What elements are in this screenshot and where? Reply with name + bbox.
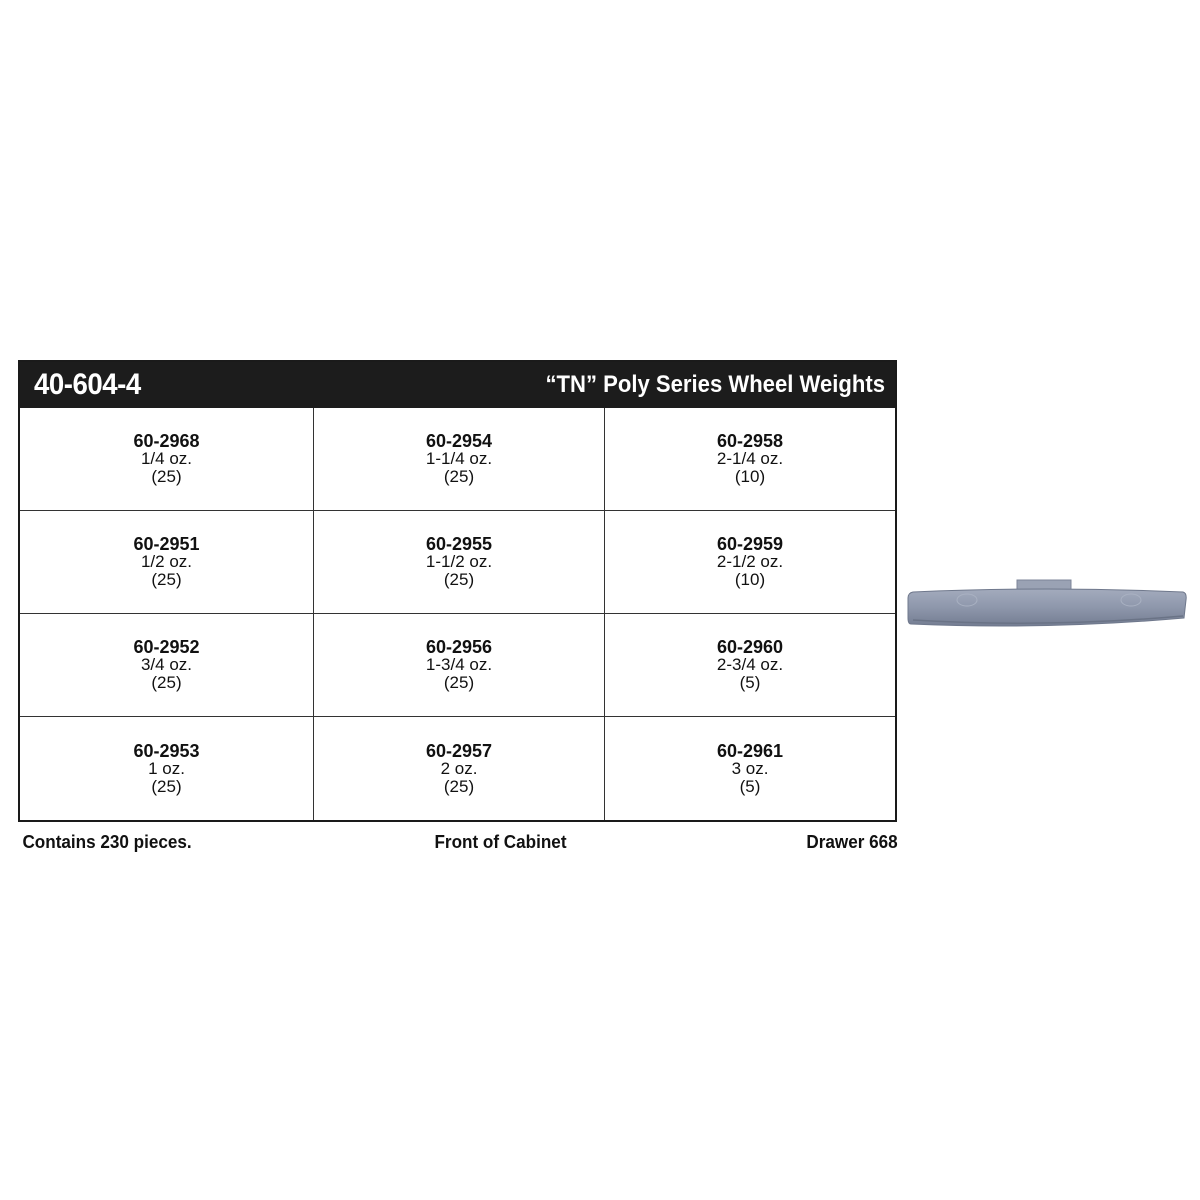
part-size: 1-1/2 oz. xyxy=(425,552,493,571)
piece-count: Contains 230 pieces. xyxy=(22,831,192,852)
label-footer xyxy=(18,830,900,854)
part-quantity: (10) xyxy=(734,570,766,589)
part-cell xyxy=(605,717,895,820)
part-cell xyxy=(314,408,605,511)
part-quantity: (25) xyxy=(151,776,182,796)
part-number: 60-2961 xyxy=(716,740,784,761)
part-size: 1/2 oz. xyxy=(140,552,193,571)
parts-grid xyxy=(20,408,895,820)
part-number: 60-2952 xyxy=(133,637,200,657)
part-quantity: (25) xyxy=(151,467,182,486)
part-quantity: (25) xyxy=(443,673,475,692)
part-number: 60-2968 xyxy=(133,431,200,451)
part-size: 2 oz. xyxy=(440,758,478,778)
part-size: 1/4 oz. xyxy=(140,449,193,468)
kit-title: “TN” Poly Series Wheel Weights xyxy=(545,371,885,398)
part-cell xyxy=(314,614,605,717)
part-size: 1-3/4 oz. xyxy=(425,655,493,674)
part-number: 60-2958 xyxy=(716,431,784,451)
part-cell xyxy=(20,511,314,614)
part-cell xyxy=(605,408,895,511)
part-size: 1 oz. xyxy=(148,758,185,778)
part-cell xyxy=(314,511,605,614)
part-cell xyxy=(20,614,314,717)
part-size: 3/4 oz. xyxy=(140,655,193,674)
part-quantity: (25) xyxy=(443,776,475,796)
part-quantity: (5) xyxy=(739,673,761,692)
part-cell xyxy=(605,511,895,614)
wheel-weight-image xyxy=(905,578,1190,640)
part-quantity: (25) xyxy=(443,467,475,486)
part-number: 60-2954 xyxy=(425,431,493,451)
part-number: 60-2960 xyxy=(716,637,784,657)
part-quantity: (10) xyxy=(734,467,766,486)
part-size: 3 oz. xyxy=(731,758,769,778)
cabinet-location: Front of Cabinet xyxy=(433,831,567,852)
drawer-label-panel xyxy=(18,360,897,822)
part-size: 2-1/4 oz. xyxy=(716,449,784,468)
part-number: 60-2957 xyxy=(425,740,493,761)
part-number: 60-2953 xyxy=(133,740,200,761)
part-quantity: (25) xyxy=(151,673,182,692)
part-number: 60-2955 xyxy=(425,534,493,554)
part-cell xyxy=(20,408,314,511)
drawer-number: Drawer 668 xyxy=(806,831,898,852)
part-number: 60-2959 xyxy=(716,534,784,554)
part-size: 2-3/4 oz. xyxy=(716,655,784,674)
part-size: 2-1/2 oz. xyxy=(716,552,784,571)
kit-number: 40-604-4 xyxy=(34,368,141,401)
part-cell xyxy=(20,717,314,820)
part-size: 1-1/4 oz. xyxy=(425,449,493,468)
panel-header xyxy=(20,362,895,408)
part-quantity: (25) xyxy=(443,570,475,589)
part-cell xyxy=(605,614,895,717)
part-quantity: (25) xyxy=(151,570,182,589)
part-number: 60-2956 xyxy=(425,637,493,657)
part-number: 60-2951 xyxy=(133,534,200,554)
part-cell xyxy=(314,717,605,820)
part-quantity: (5) xyxy=(739,776,761,796)
